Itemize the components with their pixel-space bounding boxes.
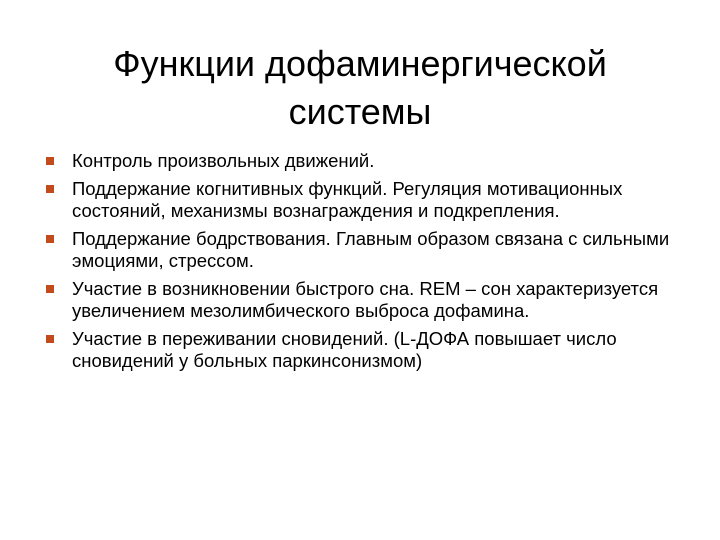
bullet-text: Контроль произвольных движений. — [72, 150, 375, 171]
square-bullet-icon — [46, 235, 54, 243]
title-line-1: Функции дофаминергической — [113, 43, 607, 84]
bullet-item — [46, 178, 686, 222]
bullet-item — [46, 328, 686, 372]
bullet-text: Поддержание когнитивных функций. Регуляция мотивационных состояний, механизмы вознаграждения и подкрепления. — [72, 178, 623, 221]
square-bullet-icon — [46, 285, 54, 293]
bullet-item — [46, 278, 686, 322]
bullet-text: Поддержание бодрствования. Главным образом связана с сильными эмоциями, стрессом. — [72, 228, 670, 271]
bullet-text: Участие в переживании сновидений. (L-ДОФА повышает число сновидений у больных паркинсонизмом) — [72, 328, 617, 371]
bullet-text: Участие в возникновении быстрого сна. REM – сон характеризуется увеличением мезолимбического выброса дофамина. — [72, 278, 659, 321]
bullet-item — [46, 228, 686, 272]
bullet-item — [46, 150, 686, 172]
square-bullet-icon — [46, 335, 54, 343]
square-bullet-icon — [46, 185, 54, 193]
slide-title — [40, 40, 680, 136]
bullet-list — [46, 150, 686, 378]
square-bullet-icon — [46, 157, 54, 165]
title-line-2: системы — [288, 91, 432, 132]
